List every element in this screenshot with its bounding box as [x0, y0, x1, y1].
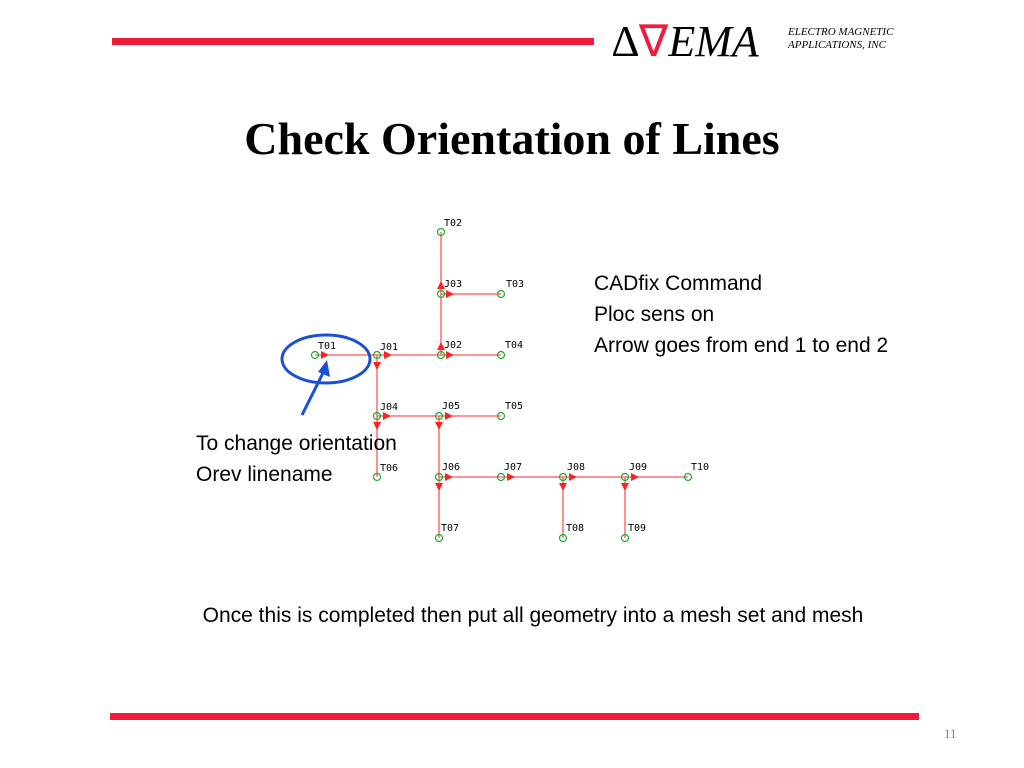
arrow-icon [435, 483, 443, 491]
arrow-icon [507, 473, 515, 481]
label-j04: J04 [380, 402, 399, 413]
arrow-icon [373, 362, 381, 370]
label-j07: J07 [504, 462, 523, 473]
callout-arrow-shaft [302, 369, 325, 415]
label-t06: T06 [380, 463, 399, 474]
label-j03: J03 [444, 279, 463, 290]
arrow-icon [559, 483, 567, 491]
label-t08: T08 [566, 523, 585, 534]
footer-note: Once this is completed then put all geometry into a mesh set and mesh [202, 604, 864, 627]
label-t01: T01 [318, 341, 337, 352]
change-note-line-1: To change orientation [196, 432, 397, 455]
arrow-icon [569, 473, 577, 481]
logo-text: EMA [668, 17, 759, 66]
arrow-icon [435, 422, 443, 430]
label-t09: T09 [628, 523, 647, 534]
command-line-1: CADfix Command [594, 272, 763, 295]
company-line-2: APPLICATIONS, INC [788, 39, 886, 51]
callout-arrow-head-icon [318, 360, 330, 377]
label-j08: J08 [567, 462, 586, 473]
label-t07: T07 [441, 523, 460, 534]
label-j02: J02 [444, 340, 463, 351]
label-t04: T04 [505, 340, 524, 351]
label-t03: T03 [506, 279, 525, 290]
company-line-1: ELECTRO MAGNETIC [788, 26, 894, 38]
footer-red-bar [110, 713, 919, 720]
nabla-icon: ∇ [638, 17, 669, 66]
arrow-icon [621, 483, 629, 491]
arrow-icon [446, 290, 454, 298]
label-t10: T10 [691, 462, 710, 473]
delta-icon: ∆ [612, 17, 639, 66]
arrow-icon [445, 473, 453, 481]
arrow-icon [383, 412, 391, 420]
direction-arrows [321, 281, 639, 491]
label-j05: J05 [442, 401, 461, 412]
label-t05: T05 [505, 401, 524, 412]
arrow-icon [445, 412, 453, 420]
arrow-icon [631, 473, 639, 481]
label-t02: T02 [444, 218, 463, 229]
command-line-3: Arrow goes from end 1 to end 2 [594, 334, 889, 357]
page-number: 11 [944, 726, 957, 741]
label-j01: J01 [380, 342, 399, 353]
command-line-2: Ploc sens on [594, 303, 715, 326]
label-j06: J06 [442, 462, 461, 473]
label-j09: J09 [629, 462, 648, 473]
slide-title: Check Orientation of Lines [244, 113, 780, 164]
arrow-icon [321, 351, 329, 359]
change-note-line-2: Orev linename [196, 463, 333, 486]
arrow-icon [446, 351, 454, 359]
